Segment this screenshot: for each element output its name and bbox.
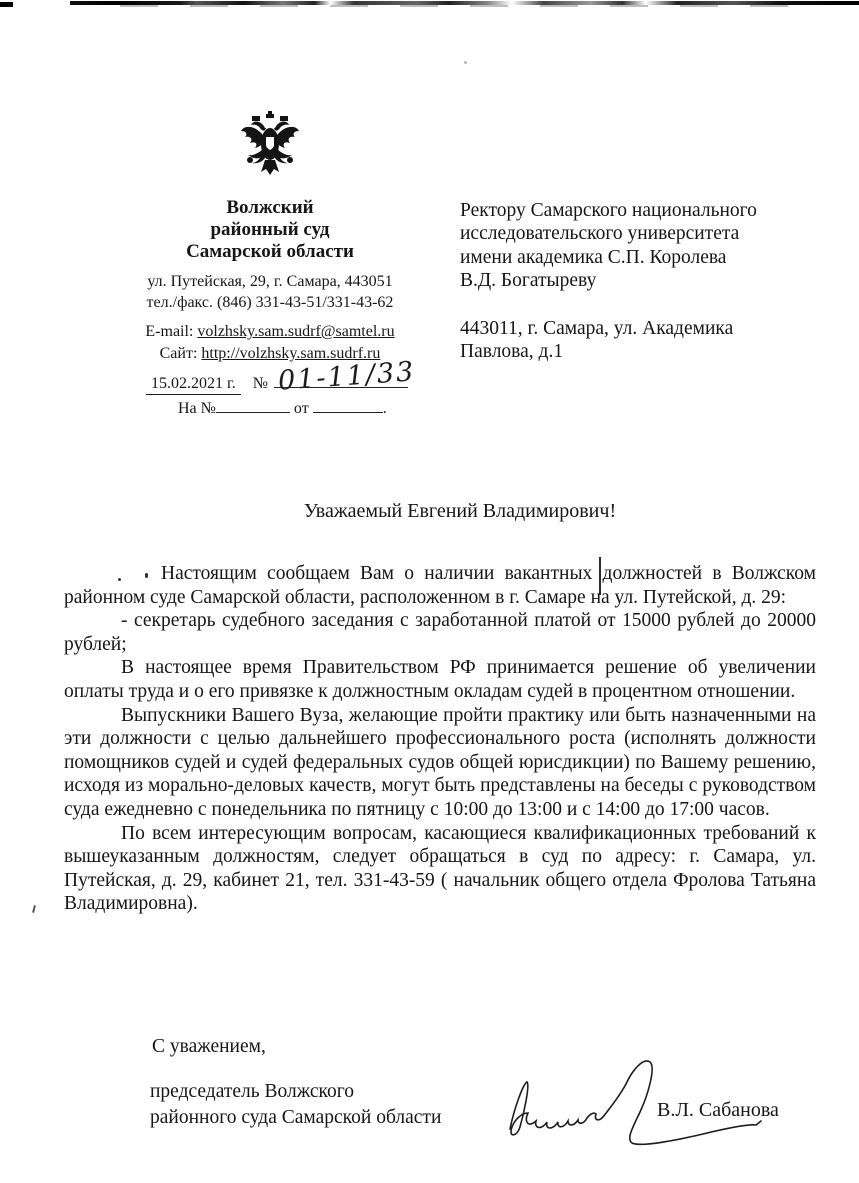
- reference-row: [100, 398, 440, 418]
- email-line: [100, 321, 440, 343]
- signer-name: В.Л. Сабанова: [657, 1099, 779, 1121]
- court-name-line: Самарской области: [186, 241, 354, 262]
- website-value: http://volzhsky.sam.sudrf.ru: [201, 345, 381, 362]
- court-name-line: районный суд: [210, 219, 330, 240]
- court-address: [100, 271, 440, 313]
- ref-na-label: На №: [178, 400, 216, 417]
- ref-date-blank: [313, 398, 383, 413]
- signer-title-line: районного суда Самарской области: [150, 1107, 442, 1128]
- ref-period: .: [382, 400, 387, 417]
- letter-date: 15.02.2021 г.: [146, 375, 241, 395]
- recipient-line: В.Д. Богатыреву: [460, 269, 597, 291]
- ref-ot-label: от: [293, 400, 309, 417]
- body-paragraph-1: Настоящим сообщаем Вам о наличии вакантных должностей в Волжском районном суде Самарской области, расположенном в г. Самаре на ул. Путейской, д. 29:: [64, 563, 816, 608]
- address-line: ул. Путейская, 29, г. Самара, 443051: [147, 273, 393, 290]
- body-paragraph-2: - секретарь судебного заседания с заработанной платой от 15000 рублей до 20000 рублей;: [64, 610, 816, 655]
- letterhead: [100, 110, 440, 418]
- recipient-address: [460, 317, 795, 364]
- website-label: Сайт:: [159, 345, 198, 362]
- signer-title: [150, 1079, 441, 1131]
- scan-edge-line-faint: [120, 5, 820, 7]
- scan-speck: [464, 61, 467, 64]
- email-label: E-mail:: [145, 323, 194, 340]
- scan-corner-mark: [0, 2, 13, 7]
- email-value: volzhsky.sam.sudrf@samtel.ru: [197, 323, 395, 340]
- closing-regards: С уважением,: [152, 1036, 266, 1057]
- number-sign: №: [252, 375, 269, 392]
- outgoing-number-handwritten: 01-11/33: [277, 356, 417, 397]
- body-paragraph-5: По всем интересующим вопросам, касающиеся квалификационных требований к вышеуказанным должностям, следует обращаться в суд по адресу: г. Самара, ул. Путейская, д. 29, кабинет 21, тел. 331-43-59 ( начальник общего отдела Фролова Татьяна Владимировна).: [64, 822, 816, 915]
- body-paragraph-3: В настоящее время Правительством РФ принимается решение об увеличении оплаты труда и о его привязке к должностным окладам судей в процентном отношении.: [64, 657, 816, 702]
- outgoing-number-line: [274, 356, 417, 397]
- recipient-address-line: Павлова, д.1: [460, 341, 564, 363]
- recipient-line: исследовательского университета: [460, 223, 740, 245]
- letter-body: [64, 562, 816, 916]
- recipient-line: Ректору Самарского национального: [460, 200, 757, 221]
- court-name: [100, 197, 440, 263]
- salutation: Уважаемый Евгений Владимирович!: [303, 500, 617, 522]
- recipient-block: [460, 199, 795, 364]
- body-paragraph-4: Выпускники Вашего Вуза, желающие пройти практику или быть назначенными на эти должности с целью дальнейшего профессионального роста (исполнять должности помощников судей и судей федеральных судов общей юрисдикции) по Вашему решению, исходя из морально-деловых качеств, могут быть представлены на беседы с руководством суда ежедневно с понедельника по пятницу с 10:00 до 13:00 и с 14:00 до 17:00 часов.: [64, 704, 816, 820]
- date-number-row: [100, 356, 440, 397]
- scan-margin-mark: [32, 905, 36, 913]
- coat-of-arms-icon: [240, 110, 300, 182]
- recipient-line: имени академика С.П. Королева: [460, 246, 727, 268]
- phone-line: тел./факс. (846) 331-43-51/331-43-62: [146, 294, 394, 311]
- ref-number-blank: [216, 398, 290, 413]
- court-name-line: Волжский: [226, 197, 314, 218]
- signer-title-line: председатель Волжского: [150, 1081, 355, 1102]
- recipient-address-line: 443011, г. Самара, ул. Академика: [460, 318, 734, 340]
